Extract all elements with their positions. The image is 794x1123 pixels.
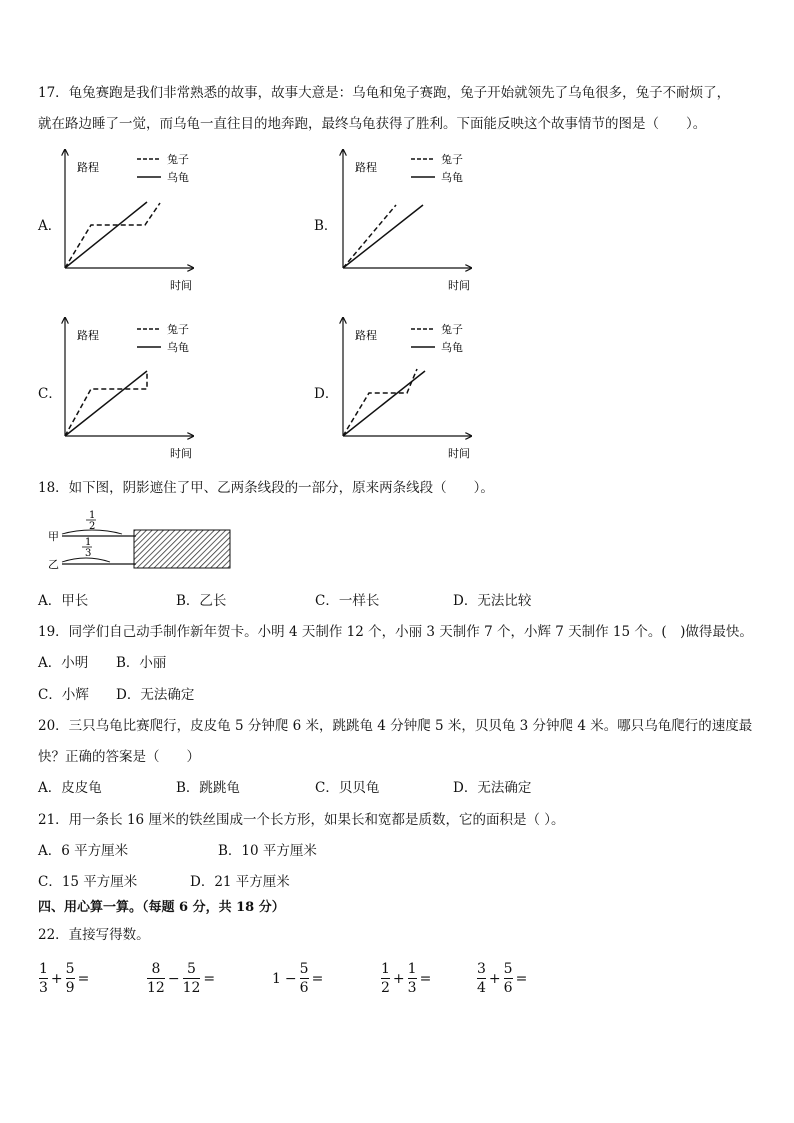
graph-c-ylabel: 路程 — [77, 329, 99, 342]
graph-d-label[interactable]: D． — [314, 386, 339, 402]
graph-a-turtle-line — [65, 202, 147, 268]
graph-d-xlabel: 时间 — [448, 447, 470, 460]
q19-option-b[interactable]: B．小丽 — [116, 655, 167, 671]
q18-shadow-block — [134, 530, 230, 568]
q20-option-b[interactable]: B．跳跳龟 — [176, 780, 240, 796]
graph-b-xlabel: 时间 — [448, 279, 470, 292]
graph-b — [333, 145, 483, 295]
q18-option-d[interactable]: D．无法比较 — [453, 593, 532, 609]
graph-c-turtle-line — [65, 371, 147, 436]
graph-d-legend-turtle: 乌龟 — [441, 341, 463, 354]
q18-jia-frac-den: 2 — [89, 521, 96, 532]
graph-c-xlabel: 时间 — [170, 447, 192, 460]
q22-stem: 22．直接写得数。 — [38, 927, 150, 943]
q18-yi-frac-num: 1 — [85, 537, 92, 548]
graph-b-turtle-line — [343, 205, 423, 268]
q20-option-a[interactable]: A．皮皮龟 — [38, 780, 102, 796]
graph-d-ylabel: 路程 — [355, 329, 377, 342]
q22-item-3[interactable]: 1 − 5 6 = — [272, 961, 324, 996]
q20-line2: 快？正确的答案是（ ） — [38, 749, 200, 765]
q21-option-a[interactable]: A．6 平方厘米 — [38, 843, 129, 859]
graph-c-label[interactable]: C． — [38, 386, 62, 402]
q18-figure — [40, 506, 240, 578]
graph-b-ylabel: 路程 — [355, 161, 377, 174]
graph-d-turtle-line — [343, 371, 425, 436]
graph-d — [333, 313, 483, 463]
graph-b-legend-rabbit: 兔子 — [441, 153, 463, 166]
q22-item-1[interactable]: 1 3 + 5 9 = — [39, 961, 90, 996]
graph-c-legend-turtle: 乌龟 — [167, 341, 189, 354]
graph-a-xlabel: 时间 — [170, 279, 192, 292]
graph-a — [55, 145, 205, 295]
graph-c-legend-rabbit: 兔子 — [167, 323, 189, 336]
q21-option-d[interactable]: D．21 平方厘米 — [190, 874, 290, 890]
q19-stem: 19．同学们自己动手制作新年贺卡。小明 4 天制作 12 个，小丽 3 天制作 7 个，小辉 7 天制作 15 个。( )做得最快。 — [38, 624, 753, 640]
q18-jia-label: 甲 — [48, 530, 59, 543]
q19-option-a[interactable]: A．小明 — [38, 655, 89, 671]
q21-option-b[interactable]: B．10 平方厘米 — [218, 843, 317, 859]
graph-c — [55, 313, 205, 463]
q20-line1: 20．三只乌龟比赛爬行，皮皮龟 5 分钟爬 6 米，跳跳龟 4 分钟爬 5 米，贝贝龟 3 分钟爬 4 米。哪只乌龟爬行的速度最 — [38, 718, 753, 734]
graph-b-label[interactable]: B． — [314, 218, 338, 234]
q19-option-d[interactable]: D．无法确定 — [116, 687, 195, 703]
q21-option-c[interactable]: C．15 平方厘米 — [38, 874, 138, 890]
q22-item-5[interactable]: 3 4 + 5 6 = — [477, 961, 528, 996]
q18-option-a[interactable]: A．甲长 — [38, 593, 89, 609]
q18-option-c[interactable]: C．一样长 — [315, 593, 380, 609]
graph-a-label[interactable]: A． — [38, 218, 62, 234]
graph-b-rabbit-line — [343, 205, 396, 268]
q20-option-d[interactable]: D．无法确定 — [453, 780, 532, 796]
q18-yi-label: 乙 — [48, 558, 59, 571]
graph-a-legend-turtle: 乌龟 — [167, 171, 189, 184]
q22-item-2[interactable]: 8 12 − 5 12 = — [147, 961, 216, 996]
q18-yi-frac-den: 3 — [85, 548, 92, 559]
graph-a-ylabel: 路程 — [77, 161, 99, 174]
graph-d-rabbit-line — [343, 369, 417, 436]
graph-a-rabbit-line — [65, 203, 160, 268]
q18-jia-frac-num: 1 — [89, 510, 96, 521]
q17-line1: 17．龟兔赛跑是我们非常熟悉的故事，故事大意是：乌龟和兔子赛跑，兔子开始就领先了乌龟很多，兔子不耐烦了， — [38, 85, 731, 101]
graph-b-legend-turtle: 乌龟 — [441, 171, 463, 184]
q21-stem: 21．用一条长 16 厘米的铁丝围成一个长方形，如果长和宽都是质数，它的面积是（ ）。 — [38, 812, 565, 828]
q20-option-c[interactable]: C．贝贝龟 — [315, 780, 380, 796]
q19-option-c[interactable]: C．小辉 — [38, 687, 89, 703]
q22-item-4[interactable]: 1 2 + 1 3 = — [381, 961, 432, 996]
q17-line2: 就在路边睡了一觉，而乌龟一直往目的地奔跑，最终乌龟获得了胜利。下面能反映这个故事情节的图是（ ）。 — [38, 116, 707, 132]
section4-title: 四、用心算一算。（每题 6 分，共 18 分） — [38, 900, 285, 915]
q18-stem: 18．如下图，阴影遮住了甲、乙两条线段的一部分，原来两条线段（ ）。 — [38, 480, 494, 496]
q18-option-b[interactable]: B．乙长 — [176, 593, 227, 609]
graph-a-legend-rabbit: 兔子 — [167, 153, 189, 166]
graph-d-legend-rabbit: 兔子 — [441, 323, 463, 336]
